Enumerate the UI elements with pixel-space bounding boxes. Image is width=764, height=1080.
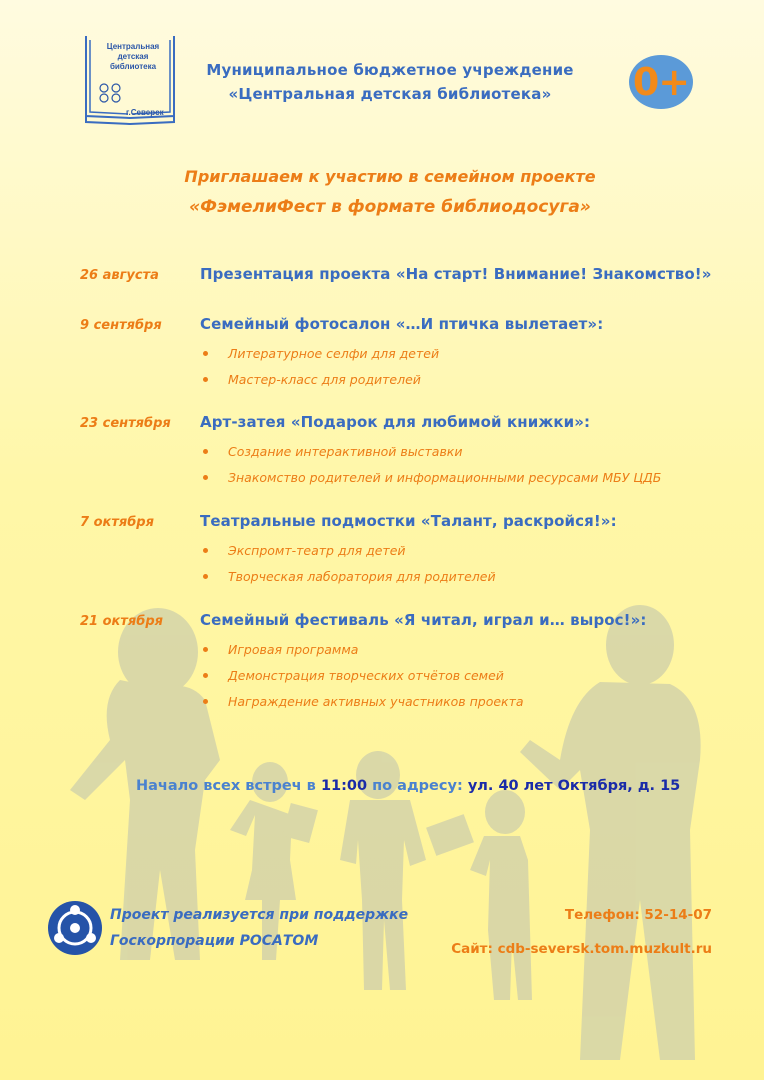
- event-item: Знакомство родителей и информационными ресурсами МБУ ЦДБ: [200, 468, 661, 494]
- event-item: Награждение активных участников проекта: [200, 692, 524, 718]
- event-title: Семейный фотосалон «…И птичка вылетает»:: [200, 315, 604, 333]
- logo-text: Центральная детская библиотека: [106, 42, 160, 71]
- event-item: Демонстрация творческих отчётов семей: [200, 666, 524, 692]
- meeting-prefix: Начало всех встреч в: [136, 778, 316, 794]
- library-logo: [82, 32, 178, 126]
- event-item: Творческая лаборатория для родителей: [200, 567, 496, 593]
- org-line-2: «Центральная детская библиотека»: [228, 85, 552, 103]
- meeting-address: ул. 40 лет Октября, д. 15: [467, 778, 681, 794]
- event-item: Создание интерактивной выставки: [200, 442, 661, 468]
- event-title: Семейный фестиваль «Я читал, играл и… вырос!»:: [200, 611, 647, 629]
- support-line-1: Проект реализуется при поддержке: [110, 907, 409, 923]
- event-item: Игровая программа: [200, 640, 524, 666]
- project-title: «ФэмелиФест в формате библиодосуга»: [189, 197, 591, 217]
- age-rating-badge: 0+: [629, 55, 693, 109]
- event-date: 7 октября: [80, 515, 154, 530]
- event-date: 9 сентября: [80, 318, 162, 333]
- event-item: Литературное селфи для детей: [200, 344, 439, 370]
- website-link[interactable]: Сайт: cdb-seversk.tom.muzkult.ru: [451, 941, 712, 957]
- event-title: Арт-затея «Подарок для любимой книжки»:: [200, 413, 591, 431]
- event-date: 23 сентября: [80, 416, 171, 431]
- support-line-2: Госкорпорации РОСАТОМ: [110, 933, 319, 949]
- meeting-time: 11:00: [320, 778, 368, 794]
- event-date: 21 октября: [80, 614, 163, 629]
- phone: Телефон: 52-14-07: [564, 907, 712, 923]
- event-item: Экспромт-театр для детей: [200, 541, 496, 567]
- organization-name: [200, 58, 580, 106]
- meeting-info: [136, 778, 736, 794]
- support-note: [110, 902, 410, 954]
- invitation-line-1: Приглашаем к участию в семейном проекте: [184, 167, 596, 186]
- event-date: 26 августа: [80, 268, 159, 283]
- logo-city: г.Северск: [126, 108, 164, 117]
- meeting-address-label: по адресу:: [372, 778, 463, 794]
- event-title: Презентация проекта «На старт! Внимание! Знакомство!»: [200, 265, 712, 283]
- rosatom-logo-icon: [46, 899, 104, 957]
- contacts: [430, 898, 712, 966]
- event-item: Мастер-класс для родителей: [200, 370, 439, 396]
- org-line-1: Муниципальное бюджетное учреждение: [206, 61, 574, 79]
- event-title: Театральные подмостки «Талант, раскройся!»:: [200, 512, 617, 530]
- invitation-heading: [150, 162, 630, 222]
